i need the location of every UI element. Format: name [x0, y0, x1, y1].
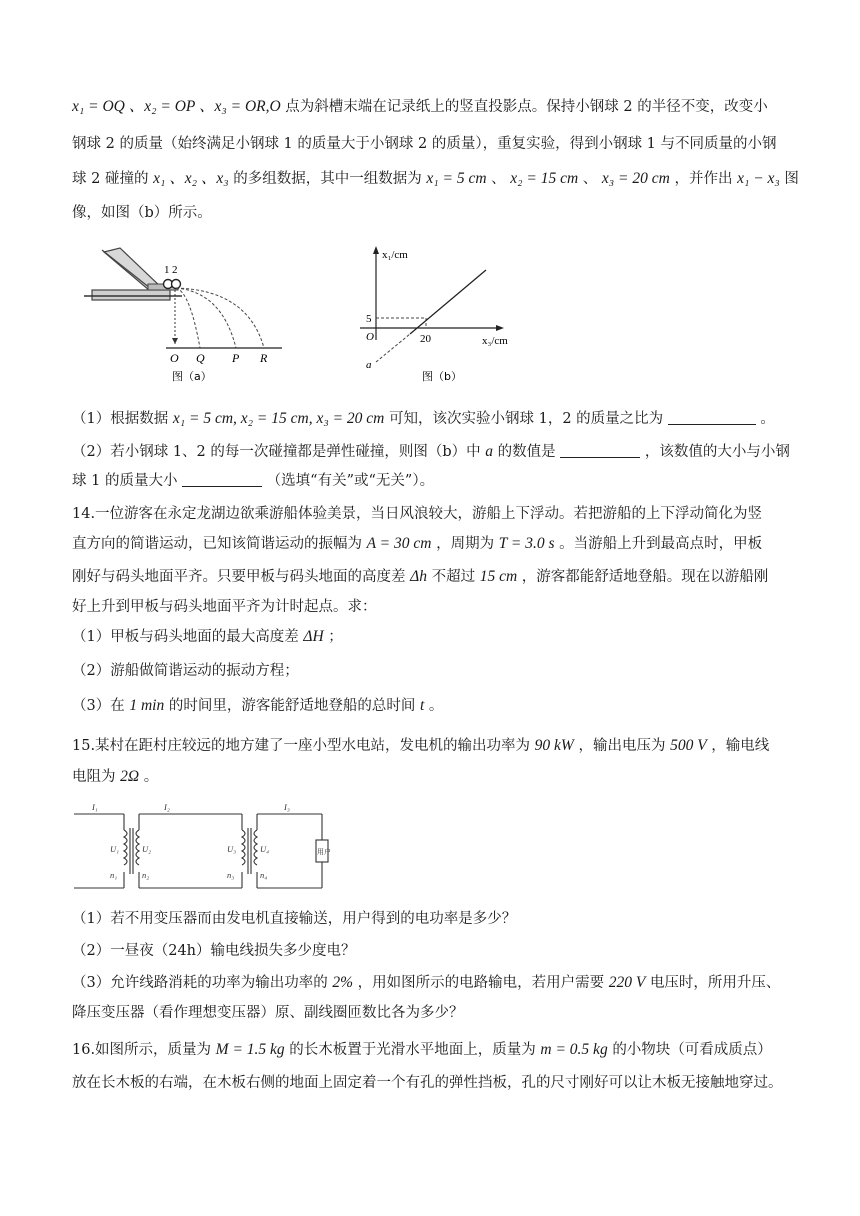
origin-label: O — [366, 331, 374, 343]
figure-b-caption: 图（b） — [422, 370, 462, 383]
q13-definitions: x₁ = OQ 、x₂ = OP 、x₃ = OR,O — [72, 98, 281, 115]
label-I2: I₂ — [164, 802, 170, 812]
label-U4: U₄ — [260, 844, 270, 854]
q14-line1: 14.一位游客在永定龙湖边欲乘游船体验美景，当日风浪较大，游船上下浮动。若把游船的上下浮动简化为竖 — [72, 506, 763, 522]
point-P: P — [232, 351, 240, 365]
label-load: 用户 — [317, 848, 331, 856]
q13-line3: 球 2 碰撞的 x₁ 、x₂ 、x₃ 的多组数据，其中一组数据为 x₁ = 5 cm 、 x₂ = 15 cm 、 x₃ = 20 cm ，并作出 x₁ − x₃ 图 — [72, 170, 799, 187]
label-I3: I₃ — [284, 802, 290, 812]
q13-line1: x₁ = OQ 、x₂ = OP 、x₃ = OR,O 点为斜槽末端在记录纸上的竖直投影点。保持小钢球 2 的半径不变，改变小 — [72, 98, 768, 115]
point-O: O — [170, 351, 179, 365]
q16-line2: 放在长木板的右端，在木板右侧的地面上固定着一个有孔的弹性挡板，孔的尺寸刚好可以让木板无接触地穿过。 — [72, 1075, 783, 1091]
label-U1: U₁ — [110, 844, 120, 854]
figure-a-collision-apparatus — [72, 240, 302, 385]
q15-line2: 电阻为 2Ω 。 — [72, 768, 159, 785]
point-R: R — [260, 351, 268, 365]
label-n2: n₂ — [142, 870, 150, 880]
q14-part2: （2）游船做简谐运动的振动方程； — [72, 663, 299, 679]
label-I1: I₁ — [92, 802, 98, 812]
q14-line2: 直方向的简谐运动，已知该简谐运动的振幅为 A = 30 cm ，周期为 T = 3.0 s 。当游船上升到最高点时，甲板 — [72, 535, 763, 552]
tick-x-20: 20 — [420, 333, 431, 345]
q16-line1: 16.如图所示，质量为 M = 1.5 kg 的长木板置于光滑水平地面上，质量为 m = 0.5 kg 的小物块（可看成质点） — [72, 1041, 772, 1058]
q14-part3: （3）在 1 min 的时间里，游客能舒适地登船的总时间 t 。 — [72, 697, 444, 714]
label-n3: n₃ — [227, 870, 235, 880]
answer-blank-mass-ratio[interactable] — [668, 410, 756, 425]
q15-part1: （1）若不用变压器而由发电机直接输送，用户得到的电功率是多少？ — [72, 911, 517, 927]
q15-part3: （3）允许线路消耗的功率为输出功率的 2% ，用如图所示的电路输电，若用户需要 220 V 电压时，所用升压、 — [72, 974, 781, 991]
answer-blank-relation[interactable] — [182, 472, 262, 487]
q13-line4: 像，如图（b）所示。 — [72, 205, 212, 221]
q14-line4: 好上升到甲板与码头地面平齐为计时起点。求： — [72, 599, 377, 615]
q13-line2: 钢球 2 的质量（始终满足小钢球 1 的质量大于小钢球 2 的质量），重复实验，得到小钢球 1 与不同质量的小钢 — [72, 136, 777, 152]
intercept-a-label: a — [366, 359, 372, 371]
answer-blank-a-value[interactable] — [560, 443, 640, 458]
q15-line1: 15.某村在距村庄较远的地方建了一座小型水电站，发电机的输出功率为 90 kW ，输出电压为 500 V ，输电线 — [72, 737, 770, 754]
label-U2: U₂ — [142, 844, 152, 854]
label-U3: U₃ — [227, 844, 237, 854]
tick-y-5: 5 — [366, 313, 372, 325]
q13-part2-line2: 球 1 的质量大小 （选填“有关”或“无关”）。 — [72, 473, 435, 489]
q13-part2: （2）若小钢球 1、2 的每一次碰撞都是弹性碰撞，则图（b）中 a 的数值是 ，该数值的大小与小钢 — [72, 443, 790, 460]
figure-a-caption: 图（a） — [172, 370, 212, 383]
x-axis-label: x₃/cm — [482, 335, 508, 347]
q15-part3-line2: 降压变压器（看作理想变压器）原、副线圈匝数比各为多少？ — [72, 1005, 464, 1021]
label-n4: n₄ — [260, 870, 268, 880]
point-Q: Q — [196, 351, 205, 365]
q13-part1: （1）根据数据 x₁ = 5 cm, x₂ = 15 cm, x₃ = 20 cm 可知，该次实验小钢球 1，2 的质量之比为 。 — [72, 410, 775, 427]
transmission-circuit-diagram — [72, 800, 332, 900]
y-axis-label: x₁/cm — [382, 249, 408, 261]
q14-line3: 刚好与码头地面平齐。只要甲板与码头地面的高度差 Δh 不超过 15 cm ，游客都能舒适地登船。现在以游船刚 — [72, 568, 769, 585]
q14-part1: （1）甲板与码头地面的最大高度差 ΔH ； — [72, 628, 343, 645]
figure-b-x1-x3-graph — [340, 240, 540, 385]
ball-label-2: 2 — [172, 264, 178, 276]
ball-label-1: 1 — [164, 264, 170, 276]
q15-part2: （2）一昼夜（24h）输电线损失多少度电？ — [72, 943, 356, 959]
label-n1: n₁ — [110, 870, 118, 880]
